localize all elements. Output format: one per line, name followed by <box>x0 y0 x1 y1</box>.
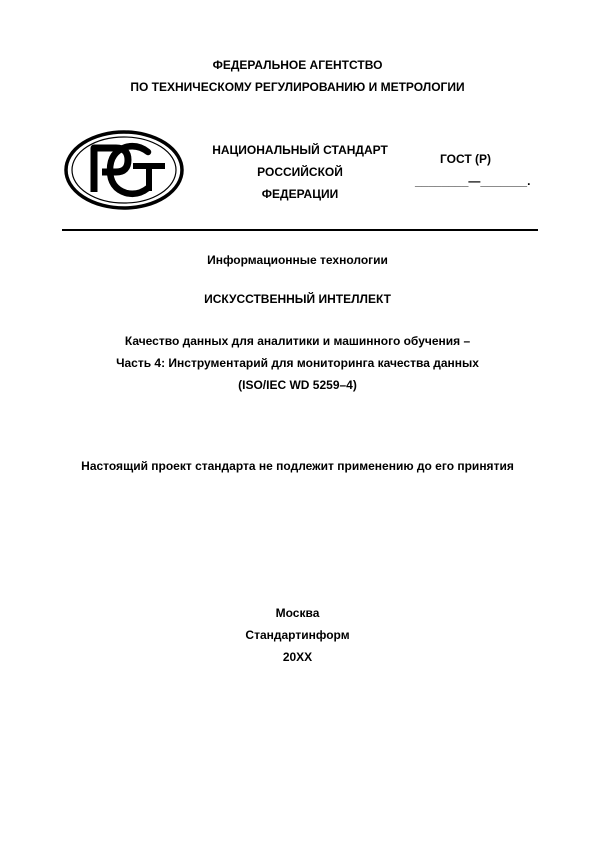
imprint <box>0 602 595 668</box>
gost-number-blank: ________—_______. <box>415 174 531 188</box>
standard-title-line-1: НАЦИОНАЛЬНЫЙ СТАНДАРТ <box>212 143 388 157</box>
standard-title <box>200 139 400 205</box>
rst-certification-mark-icon <box>64 130 184 210</box>
standard-title-line-3: ФЕДЕРАЦИИ <box>261 187 339 201</box>
agency-header <box>0 54 595 98</box>
document-field: Информационные технологии <box>207 253 388 267</box>
document-subtitle-line-1: Качество данных для аналитики и машинного обучения – <box>124 334 471 348</box>
document-title: ИСКУССТВЕННЫЙ ИНТЕЛЛЕКТ <box>204 292 391 306</box>
header-divider <box>62 229 538 231</box>
imprint-publisher: Стандартинформ <box>245 628 350 642</box>
standard-title-line-2: РОССИЙСКОЙ <box>257 165 343 179</box>
document-subtitle-line-2: Часть 4: Инструментарий для мониторинга качества данных <box>116 356 479 370</box>
imprint-city: Москва <box>275 606 320 620</box>
agency-line-2: ПО ТЕХНИЧЕСКОМУ РЕГУЛИРОВАНИЮ И МЕТРОЛОГИИ <box>130 80 465 94</box>
imprint-year: 20XX <box>282 650 313 664</box>
draft-notice: Настоящий проект стандарта не подлежит применению до его принятия <box>81 459 514 473</box>
agency-line-1: ФЕДЕРАЛЬНОЕ АГЕНТСТВО <box>212 58 383 72</box>
gost-label: ГОСТ (Р) <box>440 152 492 166</box>
document-subtitle <box>0 330 595 396</box>
document-subtitle-line-3: (ISO/IEC WD 5259–4) <box>238 378 357 392</box>
